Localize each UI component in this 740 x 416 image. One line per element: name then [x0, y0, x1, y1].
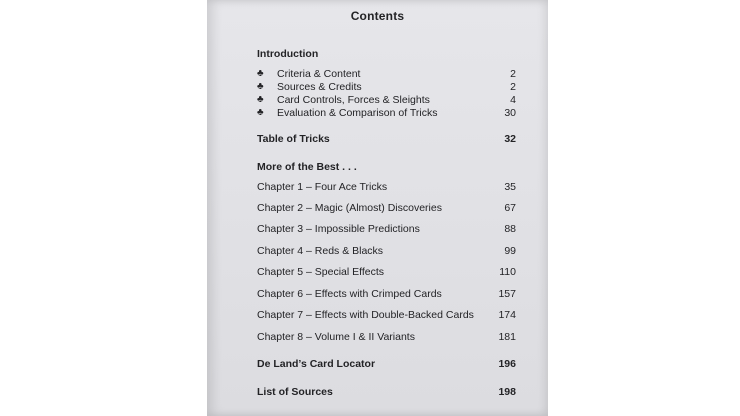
toc-entry-page: 88 — [504, 223, 516, 235]
toc-entry-label: Chapter 5 – Special Effects — [257, 266, 385, 278]
toc-entry-page: 181 — [498, 331, 516, 343]
club-suit-icon: ♣ — [257, 81, 264, 92]
toc-entry-sources-credits — [257, 80, 516, 94]
toc-entry-page: 4 — [510, 94, 516, 106]
toc-entry-page: 198 — [498, 386, 516, 398]
toc-entry-label: Card Controls, Forces & Sleights — [277, 94, 430, 106]
toc-entry-chapter-3 — [257, 222, 516, 236]
toc-entry-label: Chapter 4 – Reds & Blacks — [257, 245, 384, 257]
toc-entry-label: Sources & Credits — [277, 81, 362, 93]
toc-entry-chapter-4 — [257, 244, 516, 258]
toc-entry-label: Chapter 1 – Four Ace Tricks — [257, 181, 388, 193]
toc-entry-list-of-sources — [257, 385, 516, 399]
page-title: Contents — [350, 9, 405, 23]
toc-entry-card-controls — [257, 93, 516, 107]
club-suit-icon: ♣ — [257, 68, 264, 79]
toc-entry-card-locator — [257, 357, 516, 371]
toc-entry-label: Chapter 2 – Magic (Almost) Discoveries — [257, 202, 442, 214]
toc-entry-page: 32 — [504, 133, 516, 145]
toc-entry-label: Chapter 7 – Effects with Double-Backed Cards — [257, 309, 474, 321]
toc-entry-chapter-2 — [257, 201, 516, 215]
toc-entry-label: Chapter 3 – Impossible Predictions — [257, 223, 420, 235]
toc-entry-evaluation — [257, 106, 516, 120]
toc-entry-label: Evaluation & Comparison of Tricks — [277, 107, 438, 119]
toc-entry-page: 99 — [504, 245, 516, 257]
toc-entry-chapter-7 — [257, 308, 516, 322]
toc-entry-page: 157 — [498, 288, 516, 300]
more-of-the-best-heading: More of the Best . . . — [257, 161, 357, 173]
toc-entry-label: Chapter 8 – Volume I & II Variants — [257, 331, 415, 343]
toc-entry-label: De Land’s Card Locator — [257, 358, 376, 370]
toc-entry-page: 174 — [498, 309, 516, 321]
toc-entry-page: 110 — [499, 266, 516, 278]
toc-entry-page: 30 — [504, 107, 516, 119]
toc-entry-page: 2 — [510, 68, 516, 80]
toc-entry-table-of-tricks — [257, 132, 516, 146]
toc-entry-page: 35 — [504, 181, 516, 193]
toc-entry-label: List of Sources — [257, 386, 333, 398]
toc-entry-label: Table of Tricks — [257, 133, 330, 145]
toc-entry-chapter-5 — [257, 265, 516, 279]
toc-entry-chapter-8 — [257, 330, 516, 344]
toc-entry-page: 2 — [510, 81, 516, 93]
toc-entry-label: Criteria & Content — [277, 68, 361, 80]
toc-entry-chapter-6 — [257, 287, 516, 301]
toc-entry-criteria — [257, 67, 516, 81]
club-suit-icon: ♣ — [257, 94, 264, 105]
introduction-heading: Introduction — [257, 48, 319, 60]
contents-page — [207, 0, 548, 416]
toc-entry-chapter-1 — [257, 180, 516, 194]
club-suit-icon: ♣ — [257, 107, 264, 118]
toc-entry-label: Chapter 6 – Effects with Crimped Cards — [257, 288, 442, 300]
toc-entry-page: 196 — [498, 358, 516, 370]
toc-entry-page: 67 — [504, 202, 516, 214]
